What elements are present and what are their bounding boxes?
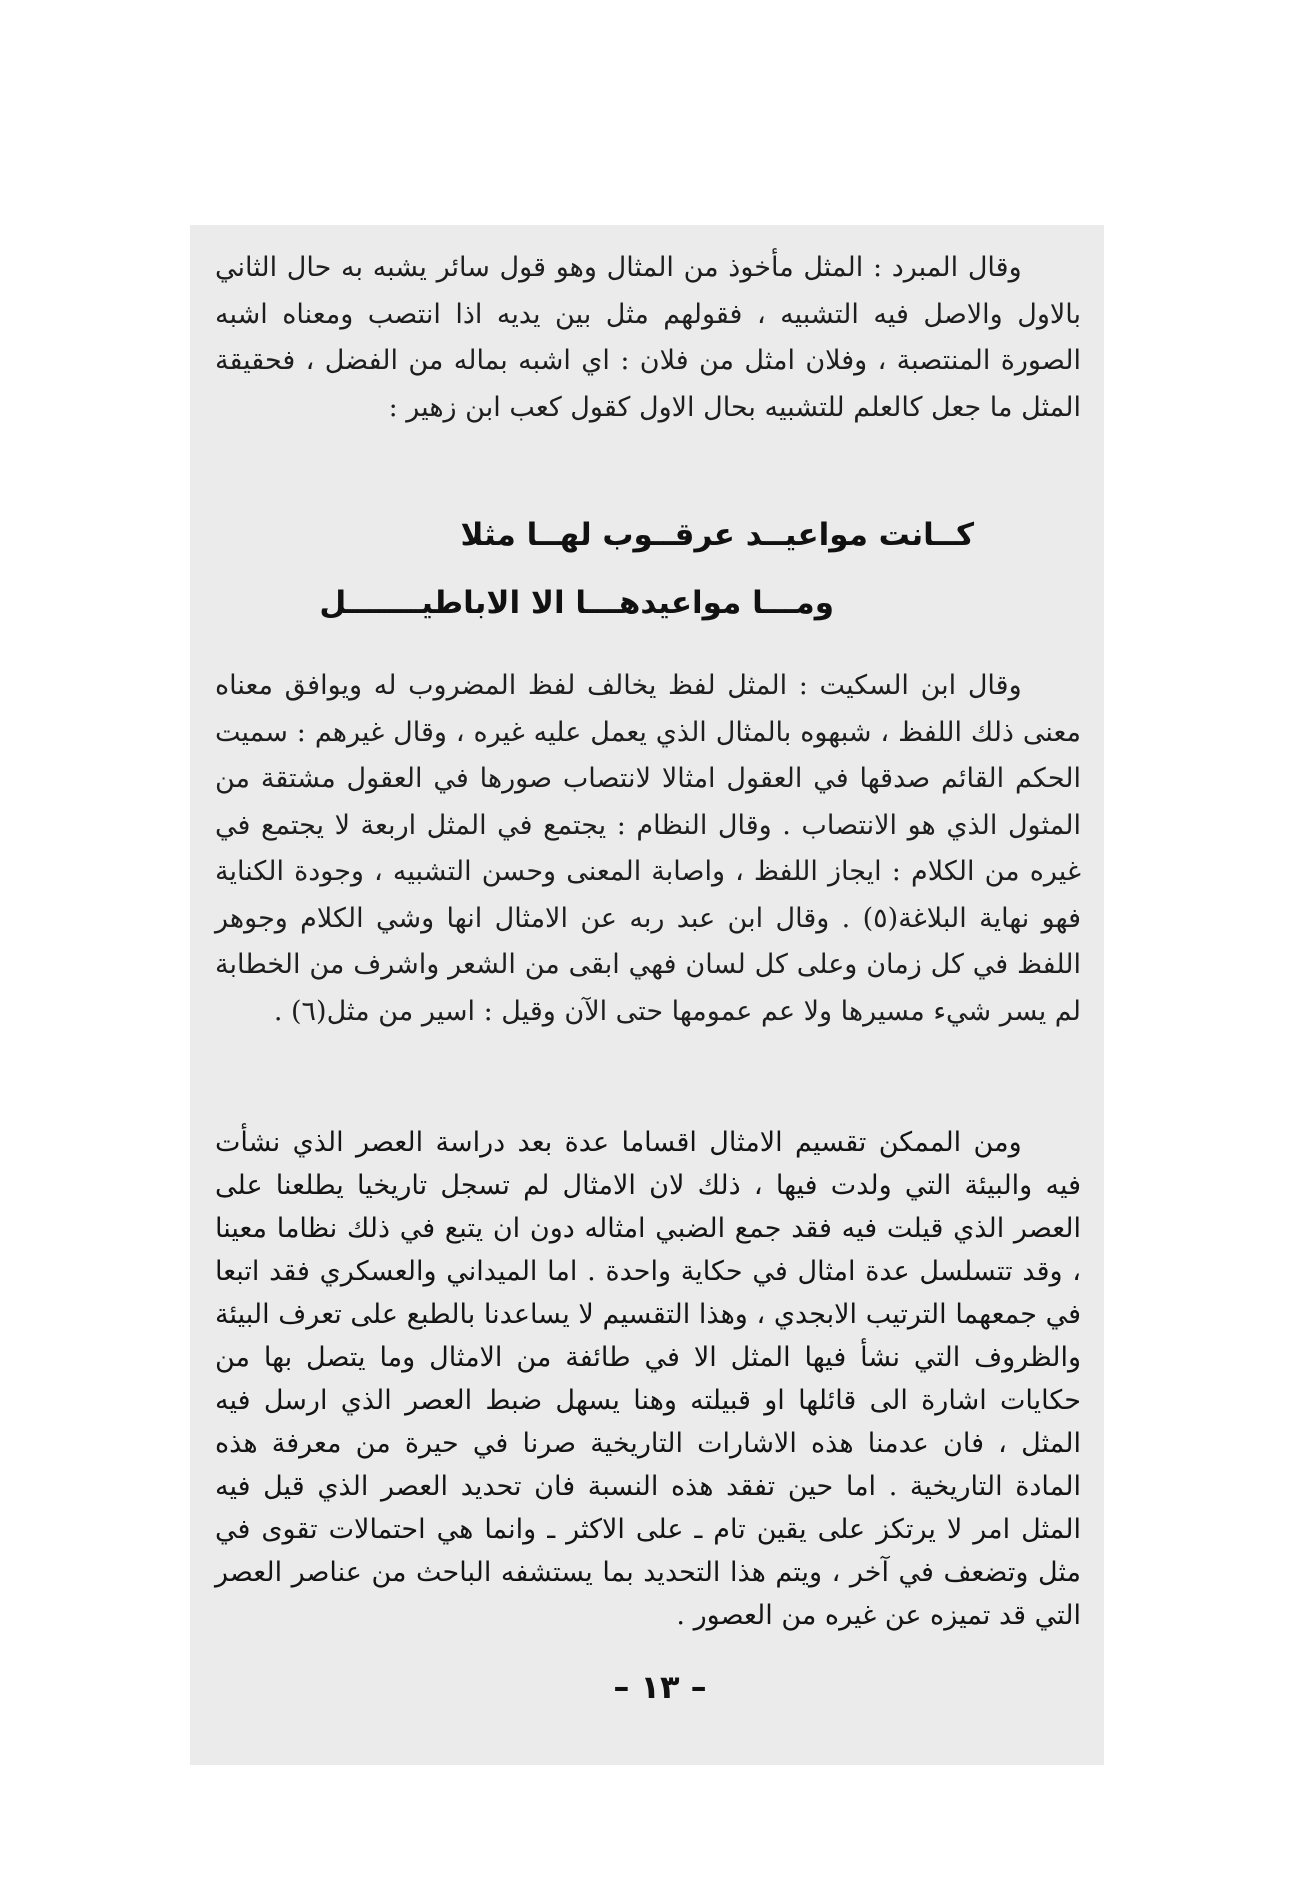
paragraph-text: وقال المبرد : المثل مأخوذ من المثال وهو قول سائر يشبه به حال الثاني بالاول والاصل فيه التشبيه ، فقولهم مثل بين يديه اذا انتصب ومعناه اشبه الصورة المنتصبة ، وفلان امثل من فلان : اي اشبه بماله من الفضل ، فحقيقة المثل ما جعل كالعلم للتشبيه بحال الاول كقول كعب ابن زهير : [215,252,1081,423]
paragraph-classification [215,1121,1081,1637]
paragraph-text: وقال ابن السكيت : المثل لفظ يخالف لفظ المضروب له ويوافق معناه معنى ذلك اللفظ ، شبهوه بالمثال الذي يعمل عليه غيره ، وقال غيرهم : سميت الحكم القائم صدقها في العقول امثالا لانتصاب صورها في العقول مشتقة من المثول الذي هو الانتصاب . وقال النظام : يجتمع في المثل اربعة لا يجتمع في غيره من الكلام : ايجاز اللفظ ، واصابة المعنى وحسن التشبيه ، وجودة الكناية فهو نهاية البلاغة(٥) . وقال ابن عبد ربه عن الامثال انها وشي الكلام وجوهر اللفظ في كل زمان وعلى كل لسان فهي ابقى من الشعر واشرف من الخطابة لم يسر شيء مسيرها ولا عم عمومها حتى الآن وقيل : اسير من مثل(٦) . [215,670,1081,1027]
page-number: – ١٣ – [613,1668,707,1706]
paragraph-al-mubarrad [215,245,1081,431]
verse-line-2: ومـــا مواعيدهـــا الا الاباطيـــــــل [319,585,834,621]
verse-line-1: كــانت مواعيــد عرقــوب لهــا مثلا [460,517,974,553]
paragraph-ibn-al-sikkit [215,663,1081,1035]
paragraph-text: ومن الممكن تقسيم الامثال اقساما عدة بعد دراسة العصر الذي نشأت فيه والبيئة التي ولدت فيها ، ذلك لان الامثال لم تسجل تاريخيا يطلعنا على العصر الذي قيلت فيه فقد جمع الضبي امثاله دون ان يتبع في ذلك نظاما معينا ، وقد تتسلسل عدة امثال في حكاية واحدة . اما الميداني والعسكري فقد اتبعا في جمعهما الترتيب الابجدي ، وهذا التقسيم لا يساعدنا بالطبع على تعرف البيئة والظروف التي نشأ فيها المثل الا في طائفة من الامثال وما يتصل بها من حكايات اشارة الى قائلها او قبيلته وهنا يسهل ضبط العصر الذي ارسل فيه المثل ، فان عدمنا هذه الاشارات التاريخية صرنا في حيرة من معرفة هذه المادة التاريخية . اما حين تفقد هذه النسبة فان تحديد العصر الذي قيل فيه المثل امر لا يرتكز على يقين تام ـ على الاكثر ـ وانما هي احتمالات تقوى في مثل وتضعف في آخر ، ويتم هذا التحديد بما يستشفه الباحث من عناصر العصر التي قد تميزه عن غيره من العصور . [215,1127,1081,1631]
